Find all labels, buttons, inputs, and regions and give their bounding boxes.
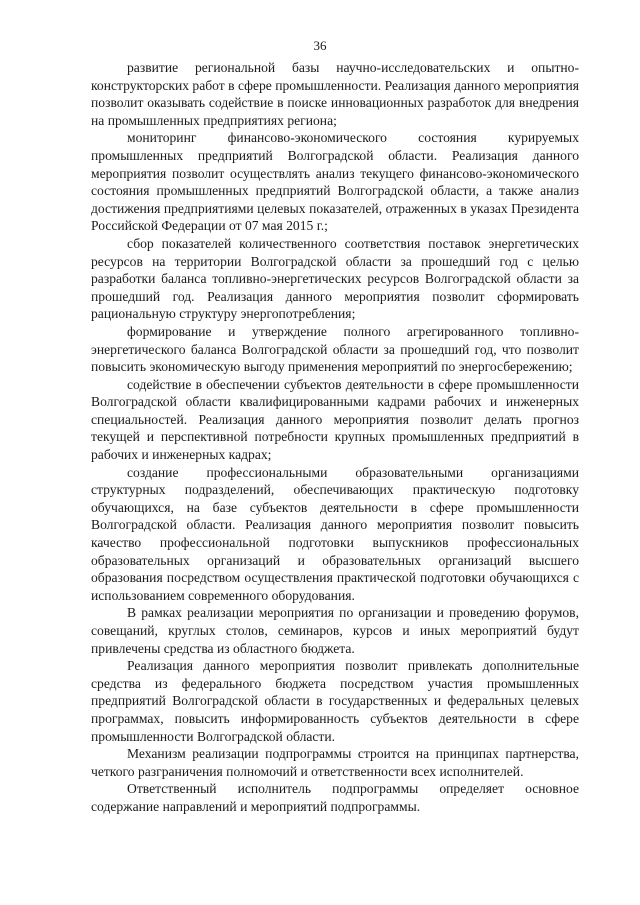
document-body xyxy=(91,59,579,816)
paragraph-3: сбор показателей количественного соответствия поставок энергетических ресурсов на территории Волгоградской области за прошедший год с целью разработки баланса топливно-энергетических ресурсов Волгоградской области за прошедший год. Реализация данного мероприятия позволит сформировать рациональную структуру энергопотребления; xyxy=(91,235,579,322)
paragraph-7: В рамках реализации мероприятия по организации и проведению форумов, совещаний, круглых столов, семинаров, курсов и иных мероприятий будут привлечены средства из областного бюджета. xyxy=(91,605,579,656)
paragraph-9: Механизм реализации подпрограммы строится на принципах партнерства, четкого разграничения полномочий и ответственности всех исполнителей. xyxy=(91,746,579,779)
paragraph-1: развитие региональной базы научно-исследовательских и опытно-конструкторских работ в сфере промышленности. Реализация данного мероприятия позволит оказывать содействие в поиске инновационных разработок для внедрения на промышленных предприятиях региона; xyxy=(91,60,580,128)
paragraph-10: Ответственный исполнитель подпрограммы определяет основное содержание направлений и мероприятий подпрограммы. xyxy=(91,781,579,814)
paragraph-5: содействие в обеспечении субъектов деятельности в сфере промышленности Волгоградской области квалифицированными кадрами рабочих и инженерных специальностей. Реализация данного мероприятия позволит делать прогноз текущей и перспективной потребности крупных промышленных предприятий в рабочих и инженерных кадрах; xyxy=(91,376,579,463)
paragraph-8: Реализация данного мероприятия позволит привлекать дополнительные средства из федерального бюджета посредством участия промышленных предприятий Волгоградской области в государственных и федеральных целевых программах, повысить информированность субъектов деятельности в сфере промышленности Волгоградской области. xyxy=(91,658,579,744)
paragraph-2: мониторинг финансово-экономического состояния курируемых промышленных предприятий Волгоградской области. Реализация данного мероприятия позволит осуществлять анализ текущего финансово-экономического состояния промышленных предприятий Волгоградской области, а также анализ достижения предприятиями целевых показателей, отраженных в указах Президента Российской Федерации от 07 мая 2015 г.; xyxy=(91,130,579,234)
paragraph-6: создание профессиональными образовательными организациями структурных подразделений, обеспечивающих практическую подготовку обучающихся, на базе субъектов деятельности в сфере промышленности Волгоградской области. Реализация данного мероприятия позволит повысить качество профессиональной подготовки выпускников профессиональных образовательных организаций и образовательных организаций высшего образования посредством осуществления практической подготовки обучающихся с использованием современного оборудования. xyxy=(91,464,579,603)
page-number: 36 xyxy=(313,38,327,53)
paragraph-4: формирование и утверждение полного агрегированного топливно-энергетического баланса Волгоградской области за прошедший год, что позволит повысить экономическую выгоду применения мероприятий по энергосбережению; xyxy=(91,323,579,375)
